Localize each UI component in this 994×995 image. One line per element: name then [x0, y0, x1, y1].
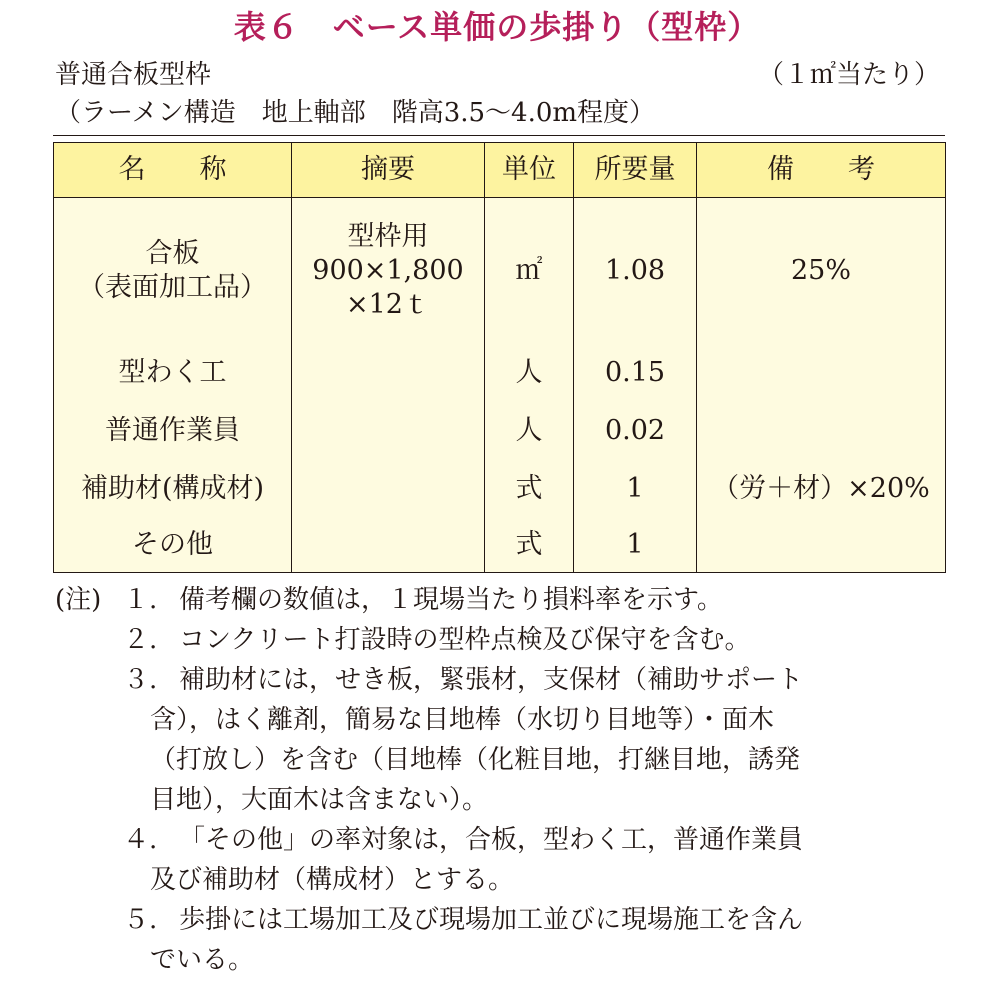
table-row: [54, 460, 946, 518]
table-row: [54, 402, 946, 460]
note-item: [55, 900, 945, 980]
cell-quantity: 1: [574, 518, 697, 573]
cell-summary: [292, 198, 485, 344]
table-row: [54, 198, 946, 344]
note-item: [55, 820, 945, 900]
note-number: ２.: [123, 625, 158, 655]
cell-quantity: 0.02: [574, 402, 697, 460]
cell-name: 補助材(構成材): [54, 460, 292, 518]
cell-quantity: 0.15: [574, 344, 697, 402]
cell-name: その他: [54, 518, 292, 573]
top-rule: [53, 135, 945, 136]
spec-table: [53, 142, 946, 573]
table-header-row: [54, 143, 946, 198]
note-line: 「その他」の率対象は，合板，型わく工，普通作業員: [179, 825, 804, 855]
header-remarks: 備 考: [697, 143, 946, 198]
header-unit: 単位: [485, 143, 574, 198]
note-item: [55, 620, 945, 660]
summary-line: 型枠用: [347, 221, 429, 253]
note-number: ５.: [123, 905, 158, 935]
cell-remarks: （労＋材）×20%: [697, 460, 946, 518]
note-line: でいる。: [150, 945, 255, 975]
name-line: （表面加工品）: [78, 271, 267, 303]
summary-line: ×12ｔ: [346, 288, 430, 320]
cell-remarks: [697, 518, 946, 573]
notes-section: [55, 580, 945, 980]
notes-lead: (注): [55, 585, 102, 615]
note-line: （打放し）を含む（目地棒（化粧目地，打継目地，誘発: [150, 745, 801, 775]
cell-unit: 式: [485, 460, 574, 518]
cell-summary: [292, 518, 485, 573]
header-quantity: 所要量: [574, 143, 697, 198]
note-line: 含），はく離剤，簡易な目地棒（水切り目地等）・面木: [150, 705, 775, 735]
cell-name: 型わく工: [54, 344, 292, 402]
cell-unit: 人: [485, 344, 574, 402]
header-name: 名 称: [54, 143, 292, 198]
note-line: 及び補助材（構成材）とする。: [150, 865, 515, 895]
cell-name: [54, 198, 292, 344]
name-line: 合板: [145, 238, 200, 269]
cell-unit: ㎡: [485, 198, 574, 344]
cell-summary: [292, 460, 485, 518]
table-row: [54, 344, 946, 402]
cell-unit: 人: [485, 402, 574, 460]
summary-line: 900×1,800: [312, 254, 464, 286]
header-summary: 摘要: [292, 143, 485, 198]
table-row: [54, 518, 946, 573]
subtitle-structure-condition: （ラーメン構造 地上軸部 階高3.5～4.0m程度）: [55, 98, 656, 128]
cell-remarks: 25%: [697, 198, 946, 344]
note-item: [55, 660, 945, 820]
note-number: １.: [123, 585, 158, 615]
cell-remarks: [697, 344, 946, 402]
page-title: 表６ ベース単価の歩掛り（型枠）: [233, 8, 761, 46]
note-line: 補助材には，せき板，緊張材，支保材（補助サポート: [179, 665, 804, 695]
note-line: 目地），大面木は含まない）。: [150, 785, 489, 815]
cell-name: 普通作業員: [54, 402, 292, 460]
cell-summary: [292, 344, 485, 402]
note-line: 歩掛には工場加工及び現場加工並びに現場施工を含ん: [179, 905, 804, 935]
subtitle-formwork-type: 普通合板型枠: [55, 60, 212, 90]
cell-quantity: 1.08: [574, 198, 697, 344]
note-number: ３.: [123, 665, 158, 695]
note-item: [55, 580, 945, 620]
note-number: ４.: [123, 825, 158, 855]
unit-note: （１㎡当たり）: [757, 60, 940, 90]
cell-remarks: [697, 402, 946, 460]
note-line: 備考欄の数値は，１現場当たり損料率を示す。: [179, 585, 723, 615]
cell-unit: 式: [485, 518, 574, 573]
note-line: コンクリート打設時の型枠点検及び保守を含む。: [179, 625, 751, 655]
cell-quantity: 1: [574, 460, 697, 518]
cell-summary: [292, 402, 485, 460]
